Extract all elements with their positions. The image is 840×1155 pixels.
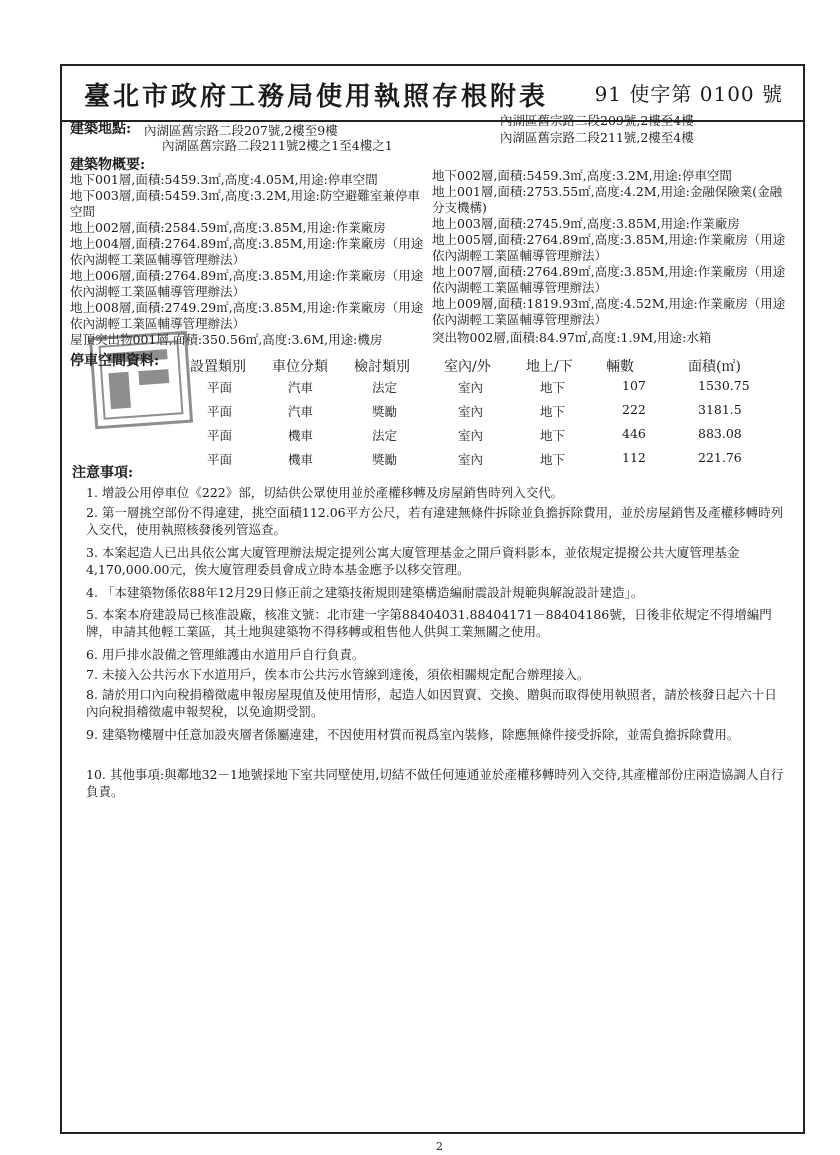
note-item: 5. 本案本府建設局已核准設廠，核准文號：北市建一字第88404031.88404171－88404186號，日後非依規定不得增編門牌，申請其他輕工業區，其土地與建築物不得移轉或租售他人供與工業無關之使用。 [86,607,772,639]
parking-label: 停車空間資料: [70,353,160,369]
parking-cell: 法定 [372,380,398,395]
overview-left-line: 依內湖輕工業區輔導管理辦法） [70,316,246,331]
parking-cell: 室內 [458,452,484,467]
note-item: 2. 第一層挑空部份不得違建，挑空面積112.06平方公尺，若有違建無條件拆除並負擔拆除費用，並於房屋銷售及產權移轉時列入交代，使用執照核發後列管巡查。 [86,505,784,537]
address-line-1: 內湖區舊宗路二段207號,2樓至9樓 [144,123,338,138]
parking-header: 車位分類 [272,359,328,375]
overview-right-line: 地上009層,面積:1819.93㎡,高度:4.52M,用途:作業廠房（用途 [432,296,786,311]
parking-cell: 室內 [458,404,484,419]
parking-cell: 地下 [540,380,566,395]
overview-right-line: 分支機構) [432,200,487,215]
parking-header: 檢討類別 [354,359,410,375]
parking-cell: 室內 [458,380,484,395]
parking-cell: 地下 [540,404,566,419]
overview-right-line: 地上005層,面積:2764.89㎡,高度:3.85M,用途:作業廠房（用途 [432,232,786,247]
official-seal-stamp [89,331,193,430]
parking-cell: 3181.5 [698,402,742,417]
parking-cell: 107 [622,378,646,393]
parking-cell: 883.08 [698,426,742,441]
notes-label: 注意事項: [72,465,134,481]
parking-cell: 機車 [288,428,314,443]
parking-cell: 平面 [207,380,233,395]
overview-right-line: 地上003層,面積:2745.9㎡,高度:3.85M,用途:作業廠房 [432,216,740,231]
parking-header: 輛數 [606,359,634,375]
overview-label: 建築物概要: [70,157,146,173]
note-item: 6. 用戶排水設備之管理維護由水道用戶自行負責。 [86,647,365,662]
parking-cell: 獎勵 [372,404,398,419]
overview-right-line: 地上007層,面積:2764.89㎡,高度:3.85M,用途:作業廠房（用途 [432,264,786,279]
parking-cell: 地下 [540,452,566,467]
address-label: 建築地點: [70,121,132,137]
note-item: 1. 增設公用停車位《222》部，切結供公眾使用並於產權移轉及房屋銷售時列入交代。 [86,485,564,500]
parking-cell: 446 [622,426,646,441]
overview-left-line: 依內湖輕工業區輔導管理辦法） [70,252,246,267]
overview-right-line: 地下002層,面積:5459.3㎡,高度:3.2M,用途:停車空間 [432,168,732,183]
parking-cell: 汽車 [288,380,314,395]
parking-header: 設置類別 [190,359,246,375]
address-line-4: 內湖區舊宗路二段211號,2樓至4樓 [500,130,694,145]
parking-cell: 平面 [207,428,233,443]
overview-left-line: 地下003層,面積:5459.3㎡,高度:3.2M,用途:防空避難室兼停車 [70,188,420,203]
overview-right-line: 依內湖輕工業區輔導管理辦法） [432,280,608,295]
document-title: 臺北市政府工務局使用執照存根附表 [84,82,549,112]
overview-right-line: 依內湖輕工業區輔導管理辦法） [432,248,608,263]
parking-cell: 112 [622,450,646,465]
note-item: 10. 其他事項:與鄰地32－1地號採地下室共同壁使用,切結不做任何連通並於產權移轉時列入交待,其產權部份庄兩造協調人自行負責。 [86,767,784,799]
parking-cell: 平面 [207,404,233,419]
overview-left-line: 地上004層,面積:2764.89㎡,高度:3.85M,用途:作業廠房（用途 [70,236,424,251]
parking-header: 地上/下 [526,359,573,375]
address-line-2: 內湖區舊宗路二段211號2樓之1至4樓之1 [162,138,393,153]
parking-cell: 汽車 [288,404,314,419]
address-line-3: 內湖區舊宗路二段209號,2樓至4樓 [500,113,694,128]
overview-left-line: 地下001層,面積:5459.3㎡,高度:4.05M,用途:停車空間 [70,172,378,187]
parking-cell: 機車 [288,452,314,467]
permit-number: 91 使字第 0100 號 [594,82,783,106]
note-item: 4. 「本建築物係依88年12月29日修正前之建築技術規則建築構造編耐震設計規範與解說設計建造」。 [86,585,644,600]
parking-cell: 室內 [458,428,484,443]
document-sheet [60,64,805,1134]
parking-header: 面積(㎡) [688,359,741,375]
note-item: 9. 建築物樓層中任意加設夾層者係屬違建，不因使用材質而視爲室內裝修，除應無條件接受拆除，並需負擔拆除費用。 [86,727,740,742]
note-item: 3. 本案起造人已出具依公寓大廈管理辦法規定提列公寓大廈管理基金之開戶資料影本，並依規定提撥公共大廈管理基金4,170,000.00元，俟大廈管理委員會成立時本基金應予以移交管理。 [86,545,740,577]
parking-cell: 221.76 [698,450,742,465]
overview-left-line: 依內湖輕工業區輔導管理辦法） [70,284,246,299]
parking-cell: 獎勵 [372,452,398,467]
overview-left-line: 屋頂突出物001層,面積:350.56㎡,高度:3.6M,用途:機房 [70,332,383,347]
overview-left-line: 地上002層,面積:2584.59㎡,高度:3.85M,用途:作業廠房 [70,220,386,235]
parking-cell: 地下 [540,428,566,443]
overview-right-line: 地上001層,面積:2753.55㎡,高度:4.2M,用途:金融保險業(金融 [432,184,783,199]
overview-left-line: 空間 [70,204,96,219]
overview-left-line: 地上006層,面積:2764.89㎡,高度:3.85M,用途:作業廠房（用途 [70,268,424,283]
overview-right-line: 依內湖輕工業區輔導管理辦法） [432,312,608,327]
parking-cell: 法定 [372,428,398,443]
parking-cell: 222 [622,402,646,417]
note-item: 7. 未接入公共污水下水道用戶，俟本市公共污水管線到達後，須依相關規定配合辦理接入。 [86,667,590,682]
page-number: 2 [436,1140,443,1153]
overview-left-line: 地上008層,面積:2749.29㎡,高度:3.85M,用途:作業廠房（用途 [70,300,424,315]
parking-cell: 平面 [207,452,233,467]
note-item: 8. 請於用口內向稅捐稽徵處申報房屋現值及使用情形，起造人如因買賣、交換、贈與而取得使用執照者，請於核發日起六十日內向稅捐稽徵處申報契稅，以免逾期受罰。 [86,687,777,719]
overview-right-line: 突出物002層,面積:84.97㎡,高度:1.9M,用途:水箱 [432,330,712,345]
parking-cell: 1530.75 [698,378,750,393]
parking-header: 室內/外 [444,359,491,375]
